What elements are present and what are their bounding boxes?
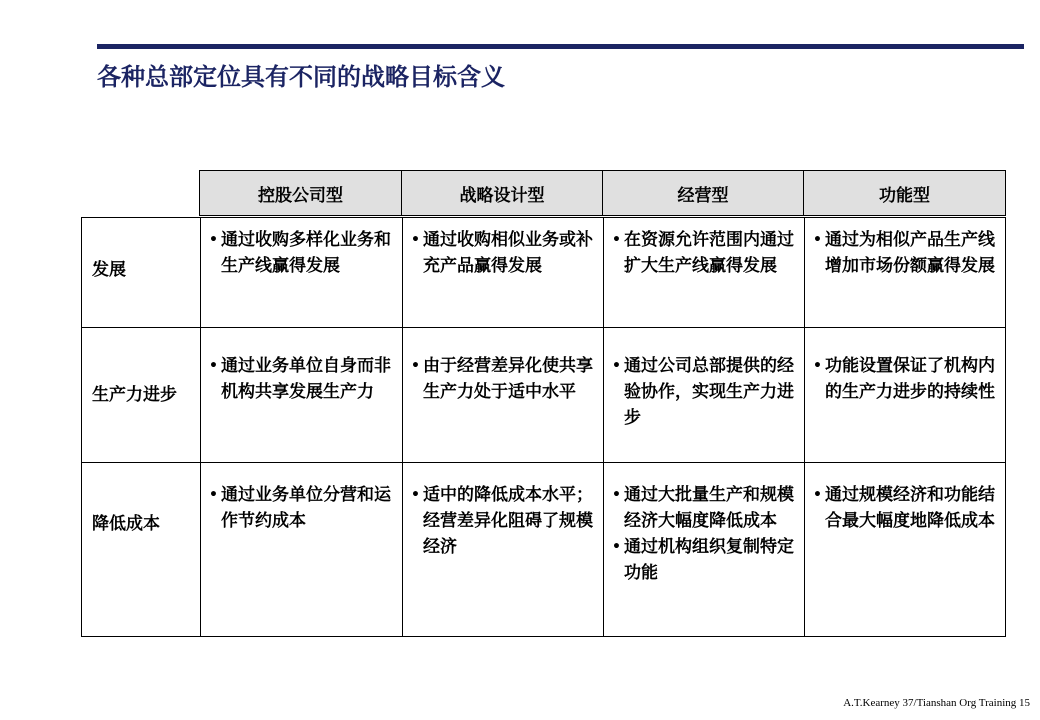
table-cell (411, 227, 597, 279)
row-divider (82, 462, 1005, 463)
column-divider (200, 218, 201, 636)
bullet-icon: • (209, 487, 218, 503)
bullet-icon: • (813, 358, 822, 374)
bullet-icon: • (411, 232, 420, 248)
column-header-label: 战略设计型 (459, 185, 545, 206)
bullet-icon: • (209, 358, 218, 374)
column-header-functional (803, 170, 1006, 216)
table-cell (411, 482, 597, 560)
column-header-label: 功能型 (879, 185, 930, 206)
column-header-operating (602, 170, 804, 216)
bullet-item: • 在资源允许范围内通过扩大生产线赢得发展 (612, 227, 798, 279)
bullet-item: • 通过大批量生产和规模经济大幅度降低成本 (612, 482, 798, 534)
comparison-table (81, 217, 1006, 637)
page-title: 各种总部定位具有不同的战略目标含义 (97, 63, 505, 91)
row-label-productivity: 生产力进步 (92, 385, 177, 405)
bullet-item: • 适中的降低成本水平； 经营差异化阻碍了规模经济 (411, 482, 597, 560)
row-label-cost-reduction: 降低成本 (92, 514, 160, 534)
bullet-icon: • (813, 487, 822, 503)
bullet-icon: • (411, 358, 420, 374)
column-header-holding (199, 170, 402, 216)
column-divider (804, 218, 805, 636)
row-divider (82, 327, 1005, 328)
bullet-icon: • (813, 232, 822, 248)
bullet-icon: • (411, 487, 420, 503)
table-cell (612, 353, 798, 431)
bullet-icon: • (612, 487, 621, 503)
column-header-label: 控股公司型 (258, 185, 343, 206)
table-cell (813, 353, 999, 405)
table-cell (813, 227, 999, 279)
bullet-item: • 通过业务单位自身而非机构共享发展生产力 (209, 353, 395, 405)
column-divider (603, 218, 604, 636)
row-label-development: 发展 (92, 260, 126, 280)
column-header-strategic-design (401, 170, 603, 216)
table-cell (612, 482, 798, 586)
bullet-item: • 通过机构组织复制特定功能 (612, 534, 798, 586)
column-header-label: 经营型 (677, 185, 729, 206)
bullet-icon: • (209, 232, 218, 248)
bullet-icon: • (612, 358, 621, 374)
bullet-item: • 通过为相似产品生产线增加市场份额赢得发展 (813, 227, 999, 279)
table-cell (209, 353, 395, 405)
bullet-icon: • (612, 539, 621, 555)
table-cell (209, 227, 395, 279)
bullet-item: • 通过收购相似业务或补充产品赢得发展 (411, 227, 597, 279)
table-cell (209, 482, 395, 534)
bullet-item: • 通过规模经济和功能结合最大幅度地降低成本 (813, 482, 999, 534)
title-rule (97, 44, 1024, 49)
bullet-item: • 由于经营差异化使共享生产力处于适中水平 (411, 353, 597, 405)
table-cell (612, 227, 798, 279)
bullet-item: • 通过业务单位分营和运作节约成本 (209, 482, 395, 534)
bullet-item: • 功能设置保证了机构内的生产力进步的持续性 (813, 353, 999, 405)
bullet-item: • 通过公司总部提供的经验协作，实现生产力进步 (612, 353, 798, 431)
table-cell (813, 482, 999, 534)
bullet-item: • 通过收购多样化业务和生产线赢得发展 (209, 227, 395, 279)
column-divider (402, 218, 403, 636)
table-cell (411, 353, 597, 405)
footer-credit: A.T.Kearney 37/Tianshan Org Training 15 (843, 697, 1030, 709)
bullet-icon: • (612, 232, 621, 248)
